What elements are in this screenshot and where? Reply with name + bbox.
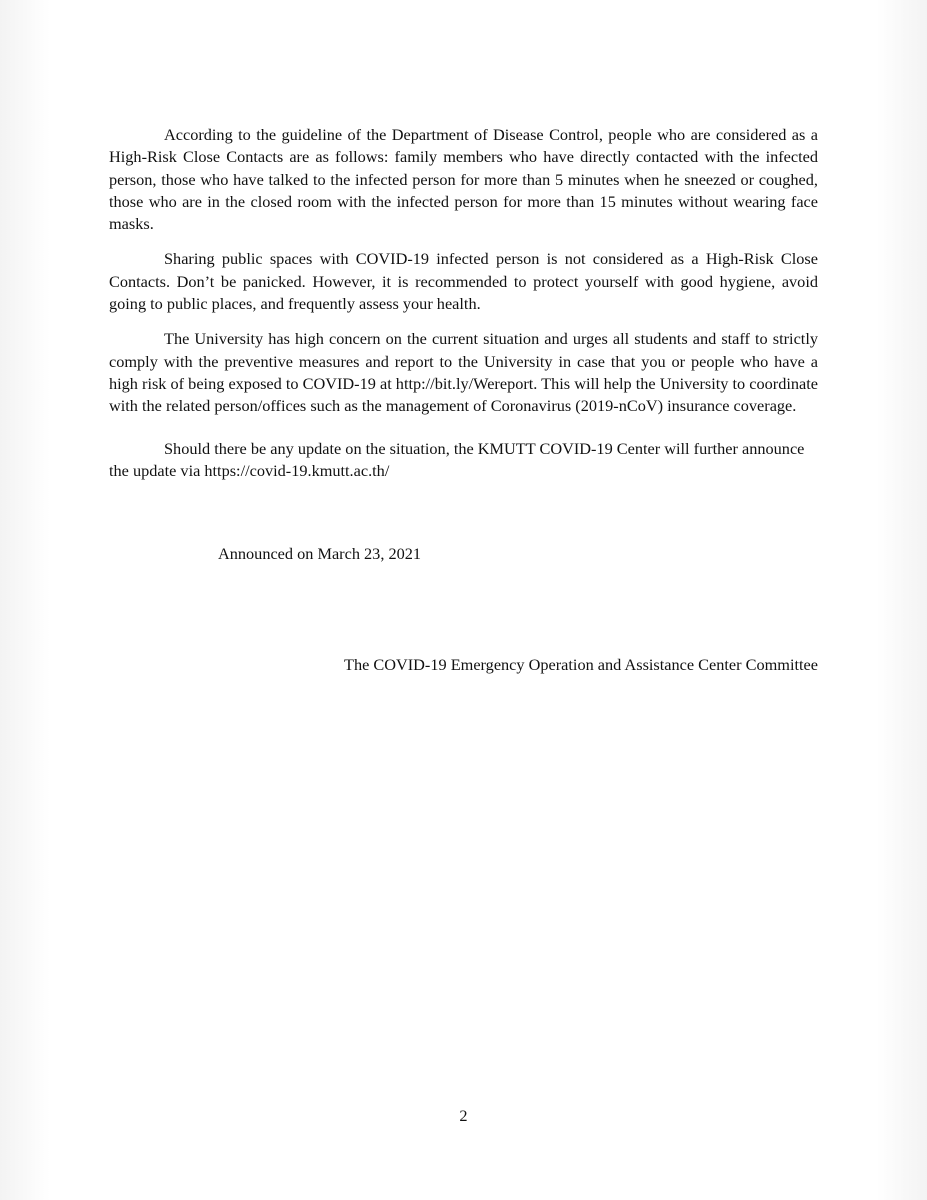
paragraph-high-risk-contacts: According to the guideline of the Department of Disease Control, people who are considered as a High-Risk Close Contacts are as follows: family members who have directly contacted with the infected person, those who have talked to the infected person for more than 5 minutes when he sneezed or coughed, those who are in the closed room with the infected person for more than 15 minutes without wearing face masks. [109,125,818,234]
paragraph-updates: Should there be any update on the situation, the KMUTT COVID-19 Center will further announce the update via https://covid-19.kmutt.ac.th/ [109,438,805,480]
paragraph-university-concern: The University has high concern on the current situation and urges all students and staff to strictly comply with the preventive measures and report to the University in case that you or people who have a high risk of being exposed to COVID-19 at http://bit.ly/Wereport. This will help the University to coordinate with the related person/offices such as the management of Coronavirus (2019-nCoV) insurance coverage. [109,329,818,416]
signature-committee: The COVID-19 Emergency Operation and Assistance Center Committee [344,655,818,674]
paragraph-public-spaces: Sharing public spaces with COVID-19 infected person is not considered as a High-Risk Close Contacts. Don’t be panicked. However, it is recommended to protect yourself with good hygiene, avoid going to public places, and frequently assess your health. [109,249,818,314]
page-shadow-left [0,0,50,1200]
page-number: 2 [459,1106,468,1125]
announcement-date: Announced on March 23, 2021 [218,544,422,563]
document-body [109,124,818,495]
page-shadow-right [877,0,927,1200]
